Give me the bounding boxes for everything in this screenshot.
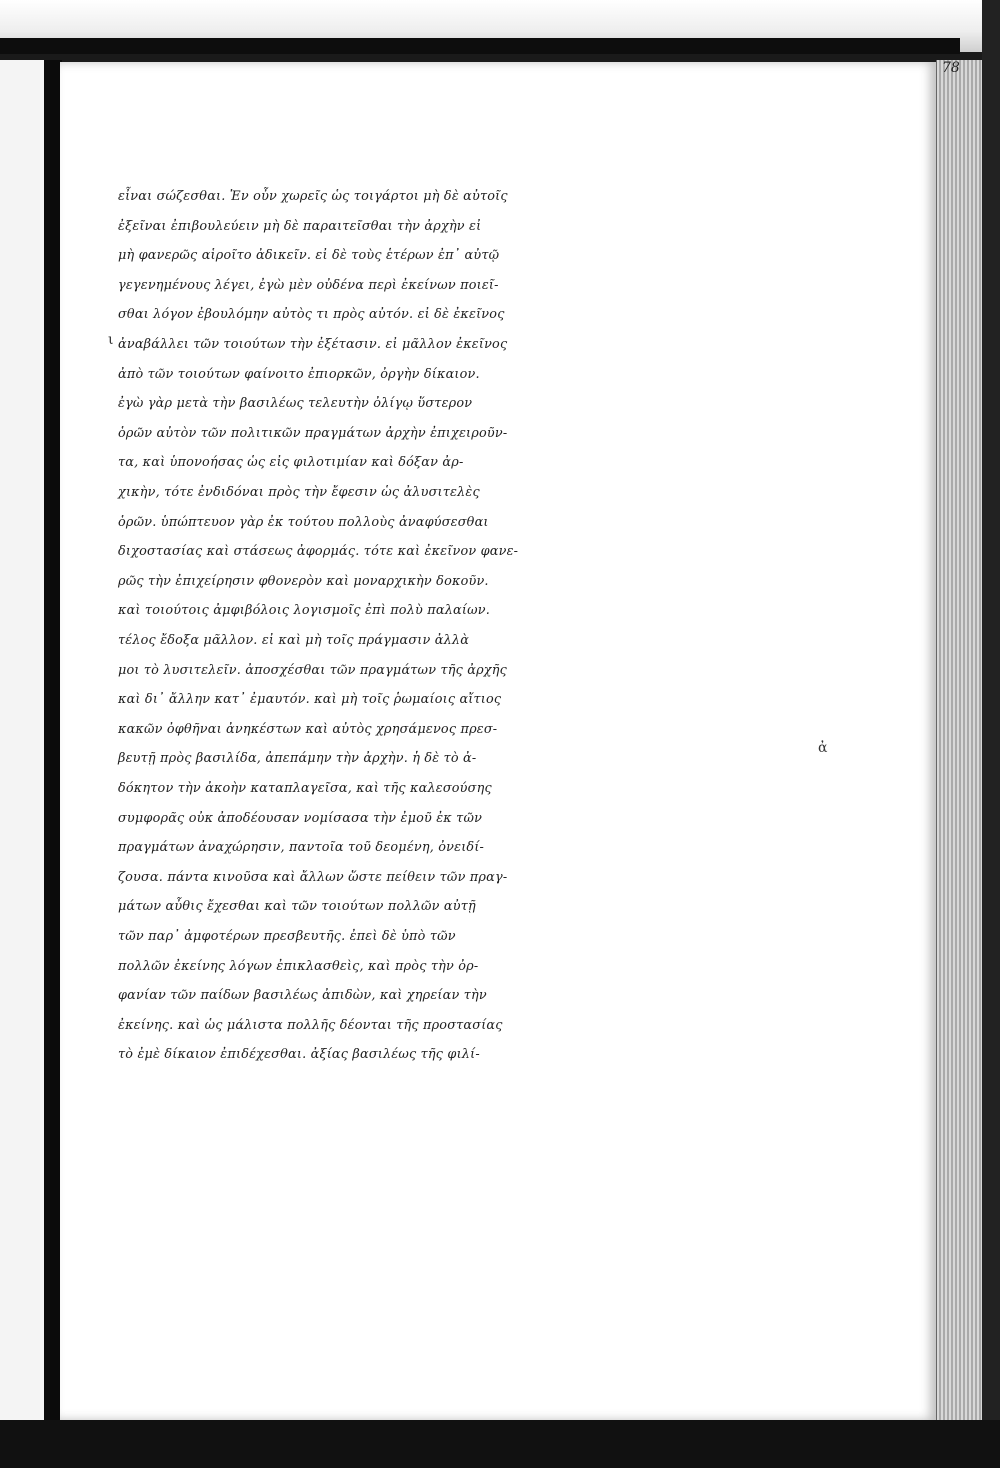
- scan-top-shadow: [0, 38, 960, 54]
- scan-bottom-border: [0, 1420, 1000, 1468]
- manuscript-line: ἀπὸ τῶν τοιούτων φαίνοιτο ἐπιορκῶν, ὀργὴν δίκαιον.: [118, 367, 480, 382]
- manuscript-line: ἐκείνης. καὶ ὡς μάλιστα πολλῆς δέονται τῆς προστασίας: [118, 1018, 503, 1033]
- manuscript-line: καὶ δι᾿ ἄλλην κατ᾿ ἐμαυτόν. καὶ μὴ τοῖς ῥωμαίοις αἴτιος: [118, 692, 502, 707]
- manuscript-line: διχοστασίας καὶ στάσεως ἀφορμάς. τότε καὶ ἐκεῖνον φανε-: [118, 544, 519, 559]
- manuscript-line: τὸ ἐμὲ δίκαιον ἐπιδέχεσθαι. ἀξίας βασιλέως τῆς φιλί-: [118, 1047, 480, 1062]
- margin-mark: ἀ: [818, 740, 828, 756]
- manuscript-line: συμφορᾶς οὐκ ἀποδέουσαν νομίσασα τὴν ἐμοῦ ἐκ τῶν: [118, 811, 483, 826]
- manuscript-line: γεγενημένους λέγει, ἐγὼ μὲν οὐδένα περὶ ἐκείνων ποιεῖ-: [118, 278, 499, 293]
- margin-mark: ι: [108, 332, 114, 348]
- manuscript-line: καὶ τοιούτοις ἀμφιβόλοις λογισμοῖς ἐπὶ πολὺ παλαίων.: [118, 603, 490, 618]
- manuscript-line: μάτων αὖθις ἔχεσθαι καὶ τῶν τοιούτων πολλῶν αὐτῇ: [118, 899, 476, 914]
- manuscript-line: ὁρῶν αὐτὸν τῶν πολιτικῶν πραγμάτων ἀρχὴν ἐπιχειροῦν-: [118, 426, 508, 441]
- manuscript-line: σθαι λόγον ἐβουλόμην αὐτὸς τι πρὸς αὐτόν. εἰ δὲ ἐκεῖνος: [118, 307, 505, 322]
- manuscript-line: κακῶν ὀφθῆναι ἀνηκέστων καὶ αὐτὸς χρησάμενος πρεσ-: [118, 722, 498, 737]
- manuscript-line: μὴ φανερῶς αἱροῖτο ἀδικεῖν. εἰ δὲ τοὺς ἑτέρων ἐπ᾿ αὐτῷ: [118, 248, 500, 263]
- scan-right-border: [982, 0, 1000, 1468]
- manuscript-line: τῶν παρ᾿ ἀμφοτέρων πρεσβευτῆς. ἐπεὶ δὲ ὑπὸ τῶν: [118, 929, 456, 944]
- manuscript-line: ὁρῶν. ὑπώπτευον γὰρ ἐκ τούτου πολλοὺς ἀναφύσεσθαι: [118, 515, 489, 530]
- manuscript-line: πολλῶν ἐκείνης λόγων ἐπικλασθεὶς, καὶ πρὸς τὴν ὀρ-: [118, 959, 479, 974]
- folio-number: 78: [942, 60, 960, 76]
- facing-page-edge: [0, 60, 46, 1420]
- manuscript-line: ἀναβάλλει τῶν τοιούτων τὴν ἐξέτασιν. εἰ μᾶλλον ἐκεῖνος: [118, 337, 508, 352]
- scan-top-border: [0, 0, 1000, 52]
- manuscript-line: πραγμάτων ἀναχώρησιν, παντοῖα τοῦ δεομένη, ὀνειδί-: [118, 840, 485, 855]
- manuscript-line: ζουσα. πάντα κινοῦσα καὶ ἄλλων ὥστε πείθειν τῶν πραγ-: [118, 870, 508, 885]
- manuscript-line: ρῶς τὴν ἐπιχείρησιν φθονερὸν καὶ μοναρχικὴν δοκοῦν.: [118, 574, 489, 589]
- manuscript-line: ἐγὼ γὰρ μετὰ τὴν βασιλέως τελευτὴν ὀλίγῳ ὕστερον: [118, 396, 473, 411]
- manuscript-line: μοι τὸ λυσιτελεῖν. ἀποσχέσθαι τῶν πραγμάτων τῆς ἀρχῆς: [118, 663, 507, 678]
- manuscript-line: ἐξεῖναι ἐπιβουλεύειν μὴ δὲ παραιτεῖσθαι τὴν ἀρχὴν εἰ: [118, 219, 482, 234]
- manuscript-line: δόκητον τὴν ἀκοὴν καταπλαγεῖσα, καὶ τῆς καλεσούσης: [118, 781, 492, 796]
- manuscript-line: χικὴν, τότε ἐνδιδόναι πρὸς τὴν ἔφεσιν ὡς ἀλυσιτελὲς: [118, 485, 480, 500]
- manuscript-line: τα, καὶ ὑπονοήσας ὡς εἰς φιλοτιμίαν καὶ δόξαν ἀρ-: [118, 455, 464, 470]
- manuscript-line: εἶναι σώζεσθαι. Ἐν οὖν χωρεῖς ὡς τοιγάρτοι μὴ δὲ αὐτοῖς: [118, 189, 508, 204]
- manuscript-line: τέλος ἔδοξα μᾶλλον. εἰ καὶ μὴ τοῖς πράγμασιν ἀλλὰ: [118, 633, 470, 648]
- page-fore-edge: [936, 60, 983, 1420]
- manuscript-line: βευτῇ πρὸς βασιλίδα, ἀπεπάμην τὴν ἀρχὴν. ἡ δὲ τὸ ἀ-: [118, 751, 477, 766]
- manuscript-line: φανίαν τῶν παίδων βασιλέως ἀπιδὼν, καὶ χηρείαν τὴν: [118, 988, 487, 1003]
